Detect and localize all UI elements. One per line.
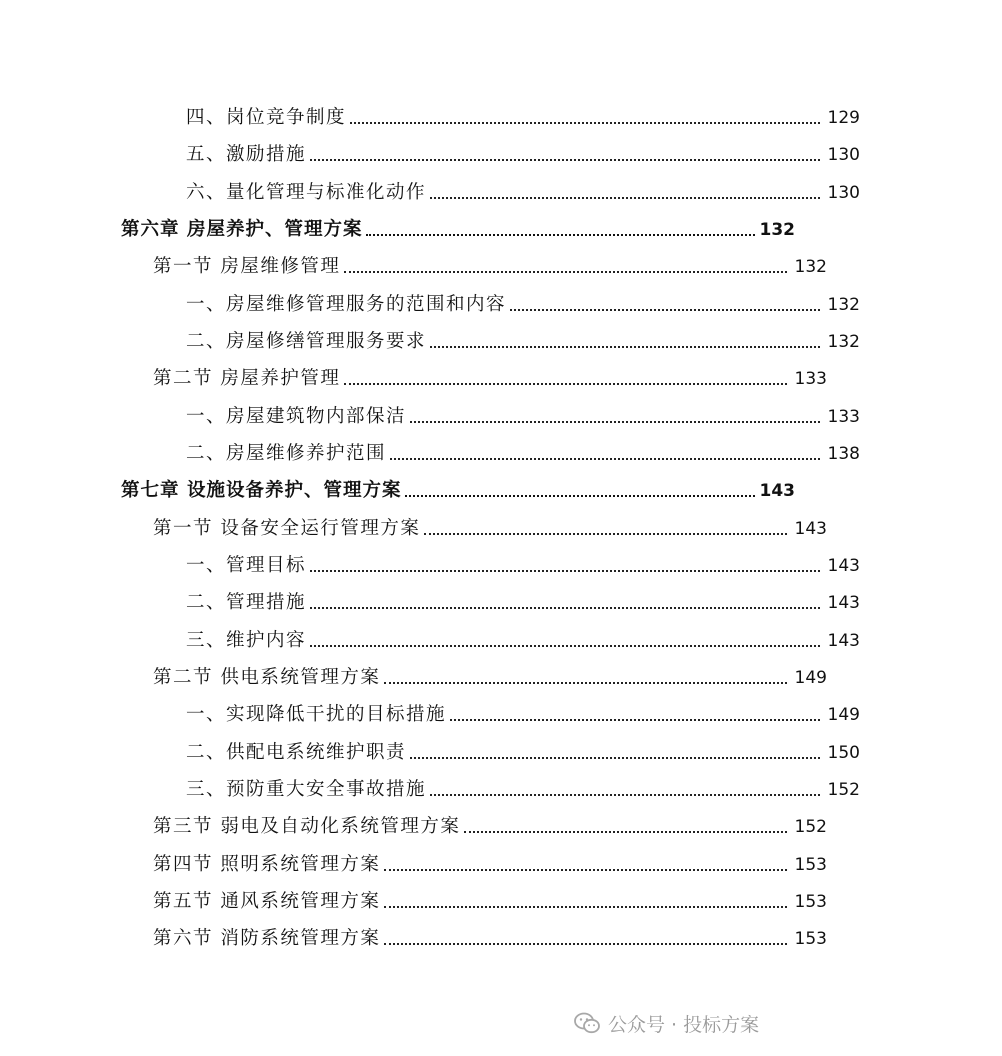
toc-page-number: 130 xyxy=(827,183,860,203)
toc-entry-title: 第五节 通风系统管理方案 xyxy=(153,891,381,912)
toc-page-number: 143 xyxy=(794,519,827,539)
dot-leader xyxy=(430,197,820,199)
toc-page-number: 149 xyxy=(794,668,827,688)
toc-entry-item[interactable] xyxy=(0,324,1002,354)
toc-entry-section[interactable] xyxy=(0,361,969,391)
dot-leader xyxy=(464,831,787,833)
toc-page-number: 153 xyxy=(794,855,827,875)
toc-entry-section[interactable] xyxy=(0,884,969,914)
toc-page-number: 133 xyxy=(827,407,860,427)
toc-entry-title: 一、房屋建筑物内部保洁 xyxy=(186,406,407,427)
toc-entry-chapter[interactable] xyxy=(0,212,937,242)
toc-page-number: 153 xyxy=(794,929,827,949)
toc-entry-chapter[interactable] xyxy=(0,473,937,503)
toc-entry-item[interactable] xyxy=(0,772,1002,802)
toc-page-number: 132 xyxy=(794,257,827,277)
dot-leader xyxy=(384,943,787,945)
toc-entry-section[interactable] xyxy=(0,660,969,690)
toc-entry-title: 第三节 弱电及自动化系统管理方案 xyxy=(153,816,461,837)
watermark xyxy=(574,1008,759,1038)
toc-entry-title: 二、管理措施 xyxy=(186,592,307,613)
toc-entry-title: 一、管理目标 xyxy=(186,555,307,576)
toc-page-number: 132 xyxy=(827,332,860,352)
toc-page-number: 153 xyxy=(794,892,827,912)
toc-entry-item[interactable] xyxy=(0,287,1002,317)
toc-entry-title: 二、房屋维修养护范围 xyxy=(186,443,387,464)
wechat-icon xyxy=(574,1012,600,1034)
toc-entry-section[interactable] xyxy=(0,249,969,279)
toc-entry-item[interactable] xyxy=(0,697,1002,727)
toc-page-number: 138 xyxy=(827,444,860,464)
dot-leader xyxy=(350,122,820,124)
dot-leader xyxy=(384,869,787,871)
toc-entry-title: 一、实现降低干扰的目标措施 xyxy=(186,704,447,725)
dot-leader xyxy=(384,906,787,908)
dot-leader xyxy=(410,757,820,759)
toc-entry-title: 第一节 设备安全运行管理方案 xyxy=(153,518,421,539)
toc-page-number: 132 xyxy=(827,295,860,315)
dot-leader xyxy=(510,309,820,311)
dot-leader xyxy=(344,271,787,273)
toc-page-number: 152 xyxy=(827,780,860,800)
toc-entry-section[interactable] xyxy=(0,511,969,541)
toc-entry-title: 六、量化管理与标准化动作 xyxy=(186,182,427,203)
toc-page-number: 132 xyxy=(759,220,795,240)
toc-entry-title: 三、维护内容 xyxy=(186,630,307,651)
dot-leader xyxy=(366,234,755,236)
toc-page-number: 133 xyxy=(794,369,827,389)
toc-entry-item[interactable] xyxy=(0,137,1002,167)
toc-entry-item[interactable] xyxy=(0,100,1002,130)
toc-entry-item[interactable] xyxy=(0,735,1002,765)
dot-leader xyxy=(344,383,787,385)
toc-entry-item[interactable] xyxy=(0,585,1002,615)
toc-entry-title: 第六节 消防系统管理方案 xyxy=(153,928,381,949)
toc-entry-title: 第六章 房屋养护、管理方案 xyxy=(121,219,363,240)
toc-page-number: 129 xyxy=(827,108,860,128)
toc-entry-item[interactable] xyxy=(0,399,1002,429)
dot-leader xyxy=(310,645,820,647)
toc-page-number: 152 xyxy=(794,817,827,837)
toc-entry-title: 四、岗位竞争制度 xyxy=(186,107,347,128)
toc-page-number: 150 xyxy=(827,743,860,763)
toc-entry-title: 二、供配电系统维护职责 xyxy=(186,742,407,763)
toc-entry-section[interactable] xyxy=(0,921,969,951)
watermark-text: 公众号 · 投标方案 xyxy=(608,1013,760,1036)
dot-leader xyxy=(430,794,820,796)
toc-entry-title: 第二节 供电系统管理方案 xyxy=(153,667,381,688)
toc-entry-title: 第一节 房屋维修管理 xyxy=(153,256,341,277)
toc-entry-title: 第二节 房屋养护管理 xyxy=(153,368,341,389)
toc-entry-item[interactable] xyxy=(0,548,1002,578)
toc-entry-section[interactable] xyxy=(0,847,969,877)
dot-leader xyxy=(410,421,820,423)
toc-page-number: 143 xyxy=(759,481,795,501)
dot-leader xyxy=(450,719,820,721)
toc-page-number: 149 xyxy=(827,705,860,725)
toc-entry-title: 一、房屋维修管理服务的范围和内容 xyxy=(186,294,507,315)
dot-leader xyxy=(310,607,820,609)
toc-page-number: 143 xyxy=(827,631,860,651)
dot-leader xyxy=(430,346,820,348)
toc-page-number: 143 xyxy=(827,556,860,576)
dot-leader xyxy=(384,682,787,684)
dot-leader xyxy=(424,533,787,535)
toc-entry-title: 五、激励措施 xyxy=(186,144,307,165)
toc-page-number: 143 xyxy=(827,593,860,613)
toc-entry-section[interactable] xyxy=(0,809,969,839)
toc-page-number: 130 xyxy=(827,145,860,165)
dot-leader xyxy=(390,458,820,460)
toc-entry-item[interactable] xyxy=(0,436,1002,466)
dot-leader xyxy=(310,159,820,161)
dot-leader xyxy=(405,495,755,497)
dot-leader xyxy=(310,570,820,572)
toc-entry-item[interactable] xyxy=(0,623,1002,653)
toc-entry-title: 第七章 设施设备养护、管理方案 xyxy=(121,480,402,501)
toc-entry-title: 第四节 照明系统管理方案 xyxy=(153,854,381,875)
toc-entry-item[interactable] xyxy=(0,175,1002,205)
toc-entry-title: 三、预防重大安全事故措施 xyxy=(186,779,427,800)
toc-entry-title: 二、房屋修缮管理服务要求 xyxy=(186,331,427,352)
